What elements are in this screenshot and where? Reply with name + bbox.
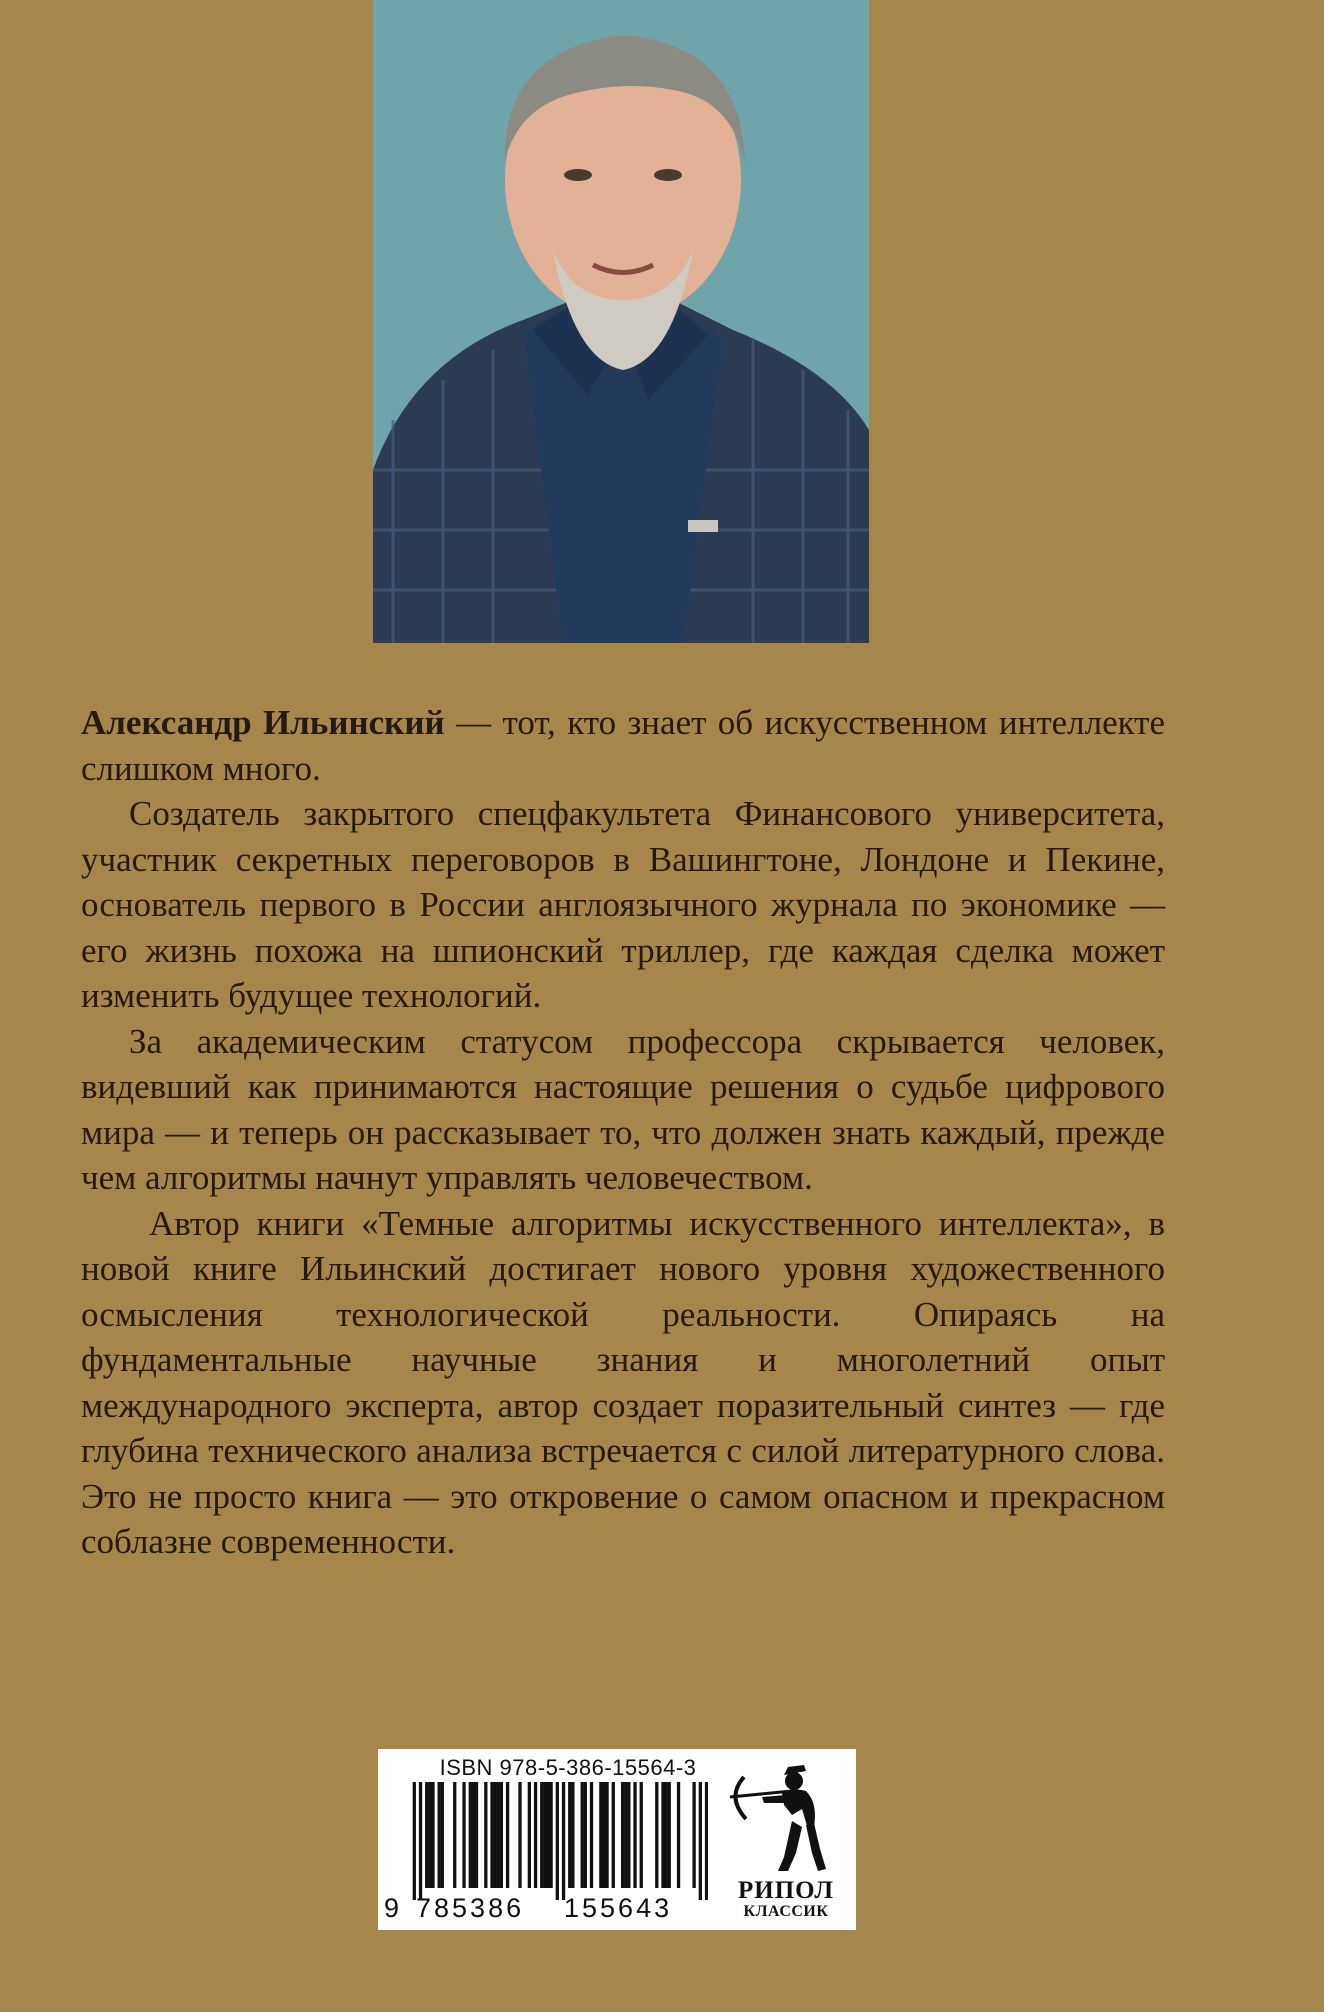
author-name: Александр Ильинский — [81, 703, 445, 742]
barcode-bar — [549, 1782, 552, 1888]
publisher-subname: КЛАССИК — [743, 1903, 829, 1920]
barcode-bar — [441, 1782, 444, 1888]
barcode-bar — [540, 1782, 543, 1888]
barcode-bar — [621, 1782, 624, 1888]
barcode-bar — [692, 1782, 695, 1888]
barcode-bar — [419, 1782, 422, 1900]
barcode-bar — [602, 1782, 605, 1888]
barcode-bar — [462, 1782, 465, 1888]
bio-intro — [81, 700, 1165, 791]
publisher-name: РИПОЛ — [738, 1877, 834, 1904]
barcode-bar — [640, 1782, 643, 1888]
author-photo — [373, 0, 869, 643]
barcode-bar — [633, 1782, 636, 1888]
barcode-bar — [431, 1782, 434, 1888]
barcode-bar — [705, 1782, 708, 1900]
barcode-bar — [534, 1782, 537, 1888]
barcode-bar — [518, 1782, 521, 1888]
barcode-bar — [677, 1782, 680, 1888]
barcode-bar — [472, 1782, 475, 1888]
barcode-bar — [581, 1782, 584, 1888]
barcode-bar — [624, 1782, 627, 1888]
barcode-digits — [384, 1893, 714, 1924]
barcode-bar — [543, 1782, 546, 1888]
barcode-bar — [605, 1782, 608, 1888]
barcode-bar — [664, 1782, 667, 1888]
archer-icon — [722, 1757, 850, 1875]
barcode-bar — [425, 1782, 428, 1888]
barcode-bar — [599, 1782, 602, 1888]
barcode-bar — [528, 1782, 531, 1888]
barcode-bar — [490, 1782, 493, 1888]
barcode-bar — [699, 1782, 702, 1900]
barcode-bar — [627, 1782, 630, 1888]
barcode-digits-left: 785386 — [416, 1893, 525, 1923]
isbn-label: ISBN 978-5-386-15564-3 — [439, 1755, 697, 1780]
barcode-bars — [394, 1782, 708, 1900]
barcode-bar — [556, 1782, 559, 1900]
barcode-digits-right: 155643 — [564, 1893, 673, 1923]
bio-paragraph: Создатель закрытого спецфакультета Финансового университета, участник секретных переговоров в Вашингтоне, Лондоне и Пекине, основатель первого в России англоязычного журнала по экономике — его жизнь похожа на шпионский триллер, где каждая сделка может изменить будущее технологий. — [81, 794, 1165, 1015]
barcode-bar — [584, 1782, 587, 1888]
barcode-bar — [453, 1782, 456, 1888]
barcode-bar — [469, 1782, 472, 1888]
publisher-logo — [722, 1757, 850, 1927]
barcode-bar — [493, 1782, 496, 1888]
barcode-bar — [562, 1782, 565, 1900]
bio-paragraph: За академическим статусом профессора скрывается человек, видевший как принимаются настоящие решения о судьбе цифрового мира — и теперь он рассказывает то, что должен знать каждый, прежде чем алгоритмы начнут управлять человечеством. — [81, 1021, 1165, 1197]
barcode-digit-first: 9 — [384, 1893, 403, 1923]
barcode-bar — [655, 1782, 658, 1888]
barcode-bar — [590, 1782, 593, 1888]
barcode-bar — [475, 1782, 478, 1888]
barcode-bar — [568, 1782, 571, 1888]
barcode-bar — [571, 1782, 574, 1888]
barcode-bar — [506, 1782, 509, 1888]
bio-paragraph: Автор книги «Темные алгоритмы искусственного интеллекта», в новой книге Ильинский достигает нового уровня художественного осмысления технологической реальности. Опираясь на фундаментальные научные знания и многолетний опыт международного эксперта, автор создает поразительный синтез — где глубина технического анализа встречается с силой литературного слова. Это не просто книга — это откровение о самом опасном и прекрасном соблазне современности. — [81, 1203, 1165, 1561]
author-bio — [81, 700, 1165, 1565]
barcode-bar — [546, 1782, 549, 1888]
barcode-bar — [661, 1782, 664, 1888]
barcode-bar — [497, 1782, 500, 1888]
barcode-bar — [438, 1782, 441, 1888]
barcode-panel — [378, 1749, 856, 1930]
barcode-bar — [500, 1782, 503, 1888]
barcode-bar — [484, 1782, 487, 1888]
bio-intro-rest: — тот, кто знает об искусственном интеллекте слишком много. — [81, 703, 1165, 788]
barcode-bar — [668, 1782, 671, 1888]
barcode-bar — [413, 1782, 416, 1900]
barcode-bar — [428, 1782, 431, 1888]
barcode-bar — [612, 1782, 615, 1888]
